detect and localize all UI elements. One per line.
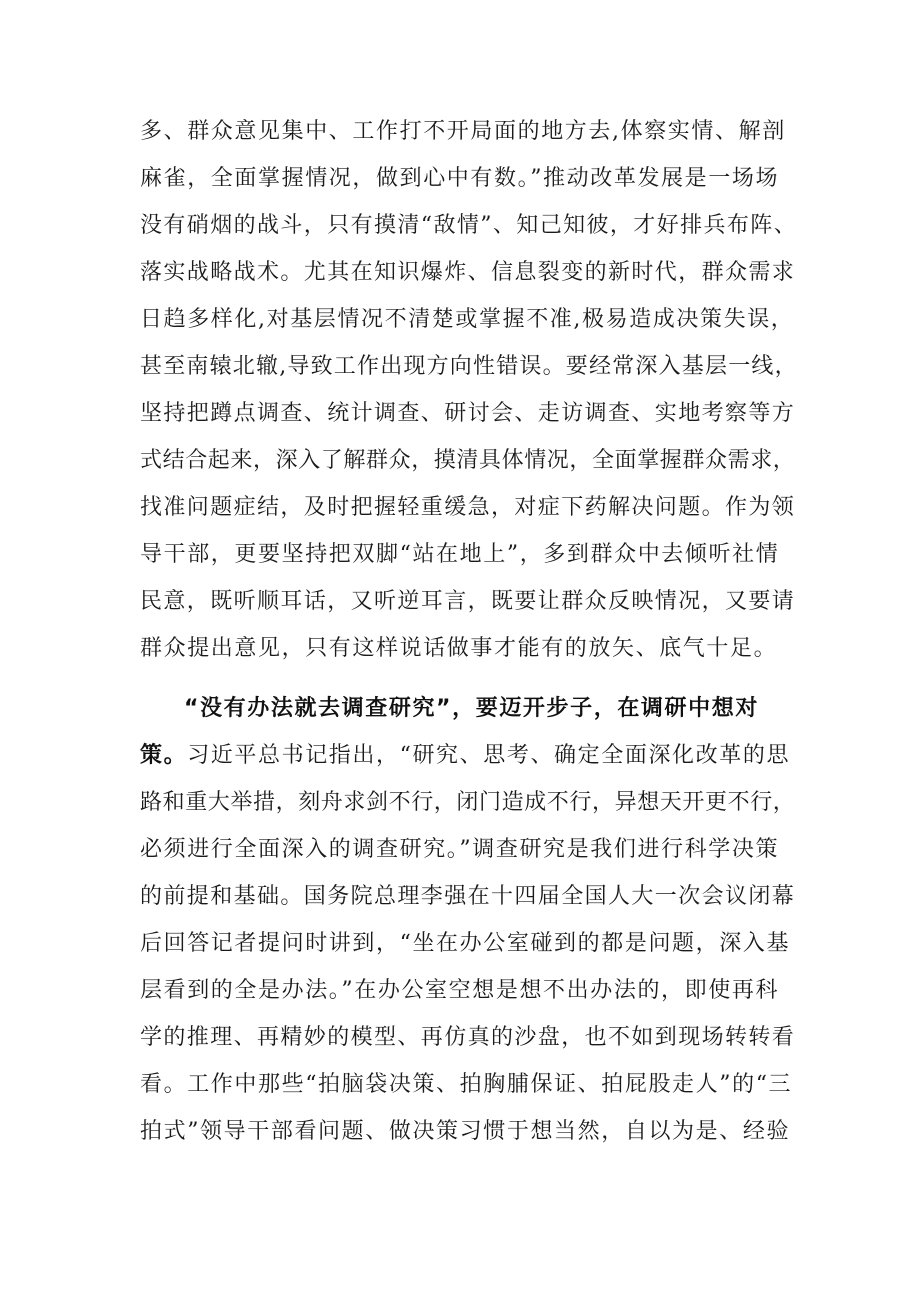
body-text-line: 学的推理、再精妙的模型、再仿真的沙盘，也不如到现场转转看 (140, 1025, 796, 1050)
body-text-line: 层看到的全是办法。”在办公室空想是想不出办法的，即使再科 (140, 978, 780, 1003)
body-text-line (140, 741, 790, 771)
body-text-line: 没有硝烟的战斗，只有摸清“敌情”、知己知彼，才好排兵布阵、 (140, 213, 798, 238)
body-text-line: 麻雀，全面掌握情况，做到心中有数。”推动改革发展是一场场 (140, 166, 780, 191)
section-heading-line: “没有办法就去调查研究”，要迈开步子，在调研中想对 (184, 696, 759, 721)
body-text-continuation: 习近平总书记指出，“研究、思考、确定全面深化改革的思 (187, 743, 791, 768)
body-text-line: 坚持把蹲点调查、统计调查、研讨会、走访调查、实地考察等方 (140, 401, 796, 426)
section-heading-end: 策。 (140, 743, 188, 768)
body-text-line: 路和重大举措，刻舟求剑不行，闭门造成不行，异想天开更不行， (140, 790, 796, 815)
body-text-line: 甚至南辕北辙,导致工作出现方向性错误。要经常深入基层一线， (140, 354, 798, 379)
body-text-line: 民意，既听顺耳话，又听逆耳言，既要让群众反映情况，又要请 (140, 589, 796, 614)
body-text-line: 的前提和基础。国务院总理李强在十四届全国人大一次会议闭幕 (140, 884, 796, 909)
body-text-line: 后回答记者提问时讲到，“坐在办公室碰到的都是问题，深入基 (140, 931, 791, 956)
body-text-line: 日趋多样化,对基层情况不清楚或掌握不准,极易造成决策失误， (140, 307, 795, 332)
body-text-line: 式结合起来，深入了解群众，摸清具体情况，全面掌握群众需求， (140, 448, 796, 473)
body-text-line: 看。工作中那些“拍脑袋决策、拍胸脯保证、拍屁股走人”的“三 (140, 1072, 793, 1097)
body-text-line: 群众提出意见，只有这样说话做事才能有的放矢、底气十足。 (140, 636, 778, 661)
body-text-line: 导干部，更要坚持把双脚“站在地上”，多到群众中去倾听社情 (140, 542, 780, 567)
body-text-line: 必须进行全面深入的调查研究。”调查研究是我们进行科学决策 (140, 837, 780, 862)
body-text-line: 找准问题症结，及时把握轻重缓急，对症下药解决问题。作为领 (140, 495, 796, 520)
body-text-line: 落实战略战术。尤其在知识爆炸、信息裂变的新时代，群众需求 (140, 260, 796, 285)
body-text-line: 拍式”领导干部看问题、做决策习惯于想当然，自以为是、经验 (140, 1119, 791, 1144)
body-text-line: 多、群众意见集中、工作打不开局面的地方去,体察实情、解剖 (140, 119, 786, 144)
